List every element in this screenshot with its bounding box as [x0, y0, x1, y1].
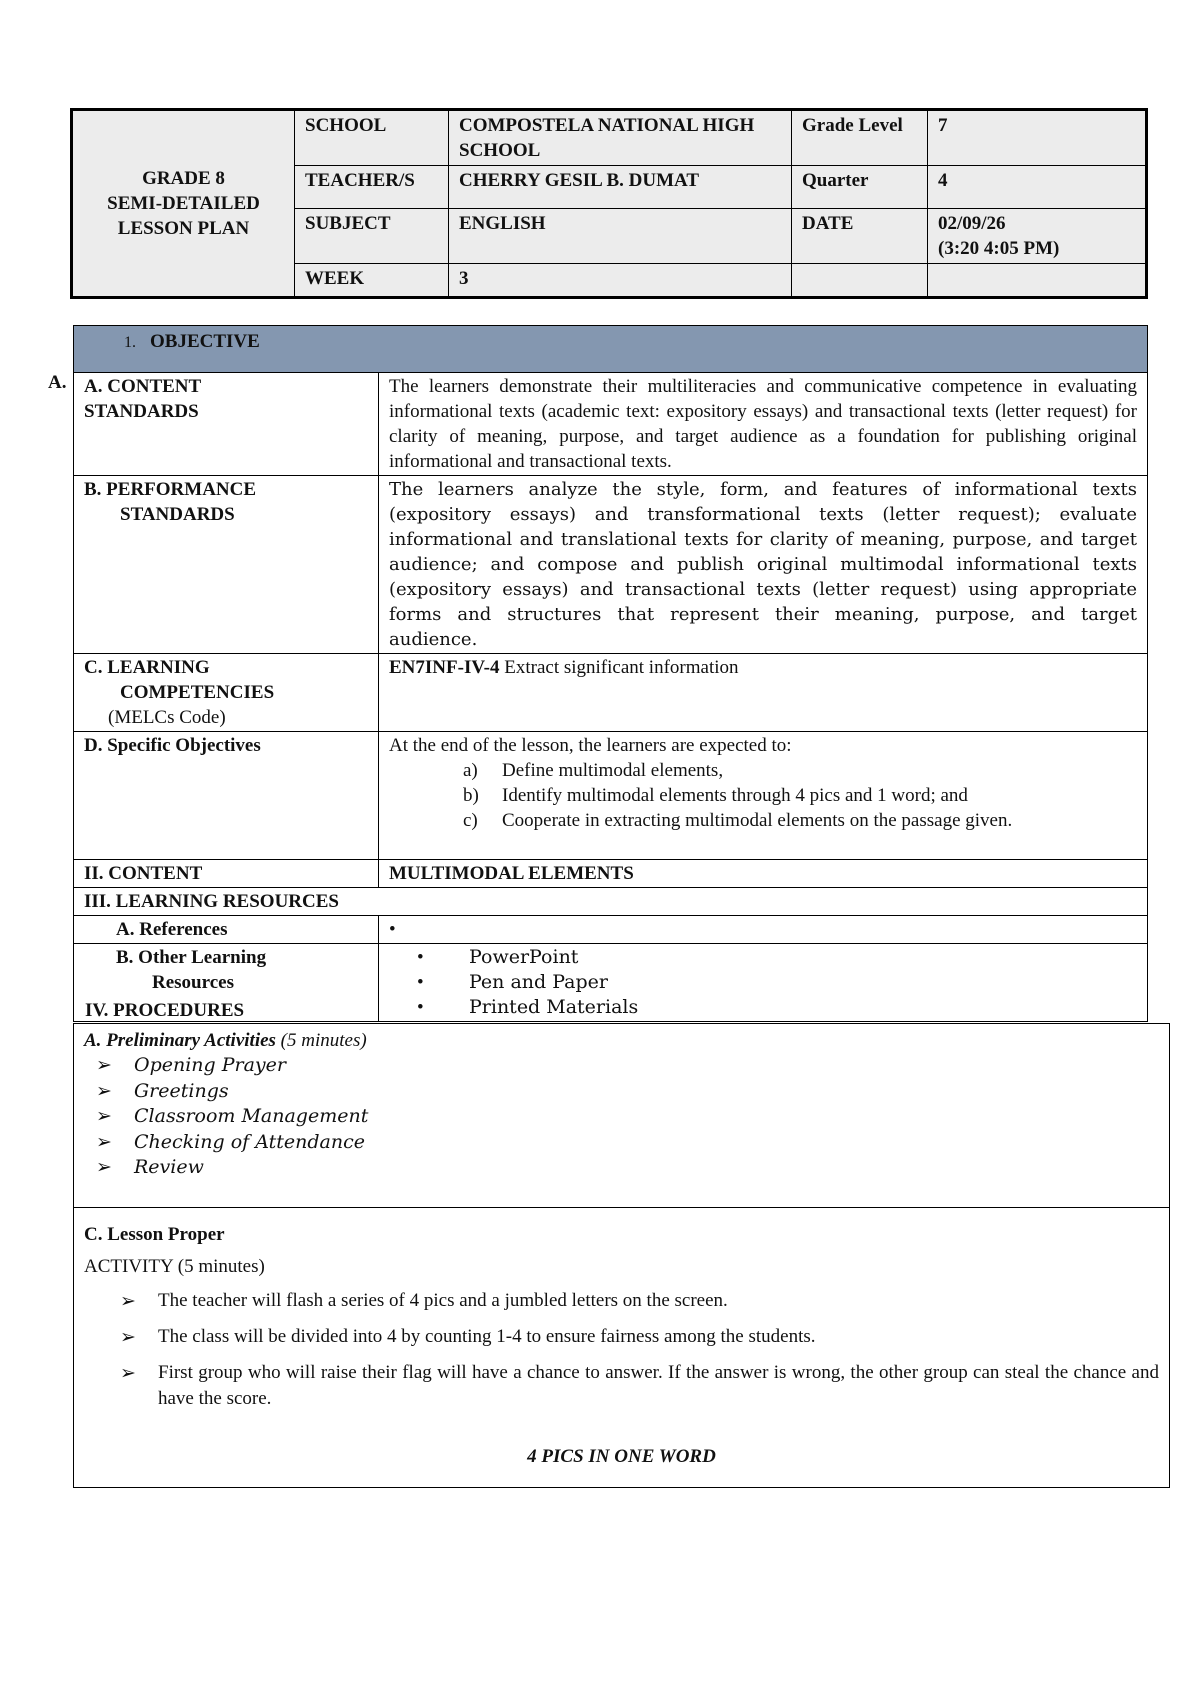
- arrow-bullet-icon: ➢: [96, 1130, 112, 1153]
- list-text: The class will be divided into 4 by counting 1-4 to ensure fairness among the students.: [158, 1326, 816, 1347]
- label-line: (MELCs Code): [108, 707, 226, 728]
- label-line: COMPETENCIES: [120, 682, 275, 703]
- specific-objectives-label: D. Specific Objectives: [74, 732, 379, 860]
- content-label: II. CONTENT: [74, 860, 379, 888]
- list-text: Identify multimodal elements through 4 pics and 1 word; and: [502, 785, 968, 806]
- date-value-line: (3:20 4:05 PM): [938, 238, 1060, 259]
- references-bullet: •: [379, 916, 1148, 944]
- melc-code: EN7INF-IV-4: [389, 657, 500, 678]
- list-item: [120, 1288, 1159, 1314]
- grade-level-value: 7: [928, 110, 1147, 166]
- date-value: [928, 209, 1147, 264]
- activity-list: [84, 1288, 1159, 1412]
- arrow-bullet-icon: ➢: [96, 1105, 112, 1127]
- teacher-label: TEACHER/S: [295, 166, 449, 209]
- list-text: Review: [134, 1156, 204, 1178]
- label-line: Resources: [152, 972, 234, 993]
- arrow-bullet-icon: ➢: [96, 1156, 112, 1178]
- title-line: LESSON PLAN: [117, 218, 250, 239]
- content-standards-text: The learners demonstrate their multiliteracies and communicative competence in evaluating informational texts (academic text: expository essays) and transactional texts (letter request) for clarity of meaning, purpose, and target audience as a foundation for publishing original informational and transactional texts.: [379, 373, 1148, 476]
- list-item: [96, 1104, 1159, 1130]
- week-value: 3: [449, 264, 792, 298]
- list-item: [96, 1079, 1159, 1105]
- learning-resources-label: III. LEARNING RESOURCES: [74, 888, 1148, 916]
- activity-label: ACTIVITY: [84, 1256, 173, 1277]
- list-marker: b): [463, 785, 479, 806]
- learning-competencies-text: [379, 654, 1148, 732]
- arrow-bullet-icon: ➢: [120, 1326, 136, 1348]
- list-item: • Printed Materials: [469, 995, 1137, 1020]
- subject-value: ENGLISH: [449, 209, 792, 264]
- arrow-bullet-icon: ➢: [120, 1290, 136, 1312]
- title-line: SEMI-DETAILED: [107, 193, 260, 214]
- list-marker: c): [463, 810, 478, 831]
- lesson-plan-title: [72, 110, 295, 298]
- objective-number: 1.: [124, 334, 136, 351]
- game-title: 4 PICS IN ONE WORD: [527, 1446, 716, 1467]
- date-label: DATE: [792, 209, 928, 264]
- preliminary-title: [84, 1028, 1159, 1053]
- grade-level-label: Grade Level: [792, 110, 928, 166]
- list-text: Checking of Attendance: [134, 1130, 365, 1153]
- teacher-value: CHERRY GESIL B. DUMAT: [449, 166, 792, 209]
- arrow-bullet-icon: ➢: [96, 1079, 112, 1102]
- school-value: [449, 110, 792, 166]
- title-line: GRADE 8: [142, 168, 225, 189]
- preliminary-title-text: A. Preliminary Activities: [84, 1030, 276, 1051]
- specific-objectives-intro: At the end of the lesson, the learners are expected to:: [389, 735, 792, 756]
- other-resources-list: [389, 945, 1137, 1020]
- list-item: [120, 1324, 1159, 1350]
- lesson-proper-title: C. Lesson Proper: [84, 1224, 225, 1245]
- list-item: • PowerPoint: [469, 945, 1137, 970]
- list-text: Opening Prayer: [134, 1054, 286, 1076]
- learning-competencies-label: [74, 654, 379, 732]
- empty-cell: [792, 264, 928, 298]
- performance-standards-text: The learners analyze the style, form, and features of informational texts (expository essays) and transformational texts (letter request); evaluate informational and translational texts for clarity of meaning, purpose, and target audience; and compose and publish original multimodal informational texts (expository essays) and transactional texts (letter request) using appropriate forms and structures that represent their meaning, purpose, and target audience.: [379, 476, 1148, 654]
- school-label: SCHOOL: [295, 110, 449, 166]
- list-text: Greetings: [134, 1079, 229, 1102]
- list-item: [120, 1360, 1159, 1412]
- activity-heading: [84, 1256, 1159, 1278]
- label-line: B. Other Learning: [116, 947, 267, 968]
- subject-label: SUBJECT: [295, 209, 449, 264]
- list-item: • Pen and Paper: [469, 970, 1137, 995]
- label-line: STANDARDS: [84, 401, 199, 422]
- objective-heading: [74, 326, 1148, 373]
- list-text: First group who will raise their flag will have a chance to answer. If the answer is wrong, the other group can steal the chance and have the score.: [158, 1362, 1159, 1409]
- objective-heading-text: OBJECTIVE: [150, 331, 260, 352]
- list-item: [463, 808, 1137, 833]
- list-text: The teacher will flash a series of 4 pics and a jumbled letters on the screen.: [158, 1290, 728, 1311]
- content-standards-label: [74, 373, 379, 476]
- list-item: [96, 1130, 1159, 1156]
- melc-text: Extract significant information: [499, 657, 739, 678]
- list-item: [96, 1053, 1159, 1079]
- other-resources-list-cell: [379, 944, 1148, 1022]
- label-line: B. PERFORMANCE: [84, 479, 257, 500]
- arrow-bullet-icon: ➢: [96, 1054, 112, 1076]
- lesson-proper-box: [73, 1207, 1170, 1488]
- activity-time: (5 minutes): [173, 1256, 265, 1277]
- list-text: Define multimodal elements,: [502, 760, 724, 781]
- date-value-line: 02/09/26: [938, 213, 1006, 234]
- quarter-value: 4: [928, 166, 1147, 209]
- label-line: C. LEARNING: [84, 657, 210, 678]
- list-text: Cooperate in extracting multimodal elements on the passage given.: [502, 810, 1013, 831]
- label-line: STANDARDS: [120, 504, 235, 525]
- preliminary-list: [84, 1053, 1159, 1181]
- list-item: [463, 783, 1137, 808]
- school-value-line: COMPOSTELA NATIONAL HIGH: [459, 115, 755, 136]
- week-label: WEEK: [295, 264, 449, 298]
- procedures-label: IV. PROCEDURES: [85, 1000, 245, 1021]
- arrow-bullet-icon: ➢: [120, 1362, 136, 1384]
- quarter-label: Quarter: [792, 166, 928, 209]
- label-line: A. CONTENT: [84, 376, 202, 397]
- list-item: [96, 1155, 1159, 1181]
- references-label: A. References: [74, 916, 379, 944]
- content-value: MULTIMODAL ELEMENTS: [379, 860, 1148, 888]
- preliminary-activities-box: [73, 1023, 1170, 1208]
- specific-objectives-content: [379, 732, 1148, 860]
- empty-cell: [928, 264, 1147, 298]
- specific-objectives-list: [389, 758, 1137, 833]
- performance-standards-label: [74, 476, 379, 654]
- lesson-plan-header: [70, 108, 1148, 299]
- list-item: [463, 758, 1137, 783]
- list-text: Classroom Management: [134, 1105, 369, 1127]
- margin-marker: A.: [48, 372, 67, 393]
- preliminary-time: (5 minutes): [275, 1030, 367, 1051]
- list-marker: a): [463, 760, 478, 781]
- school-value-line: SCHOOL: [459, 140, 541, 161]
- objective-table: [73, 325, 1148, 1022]
